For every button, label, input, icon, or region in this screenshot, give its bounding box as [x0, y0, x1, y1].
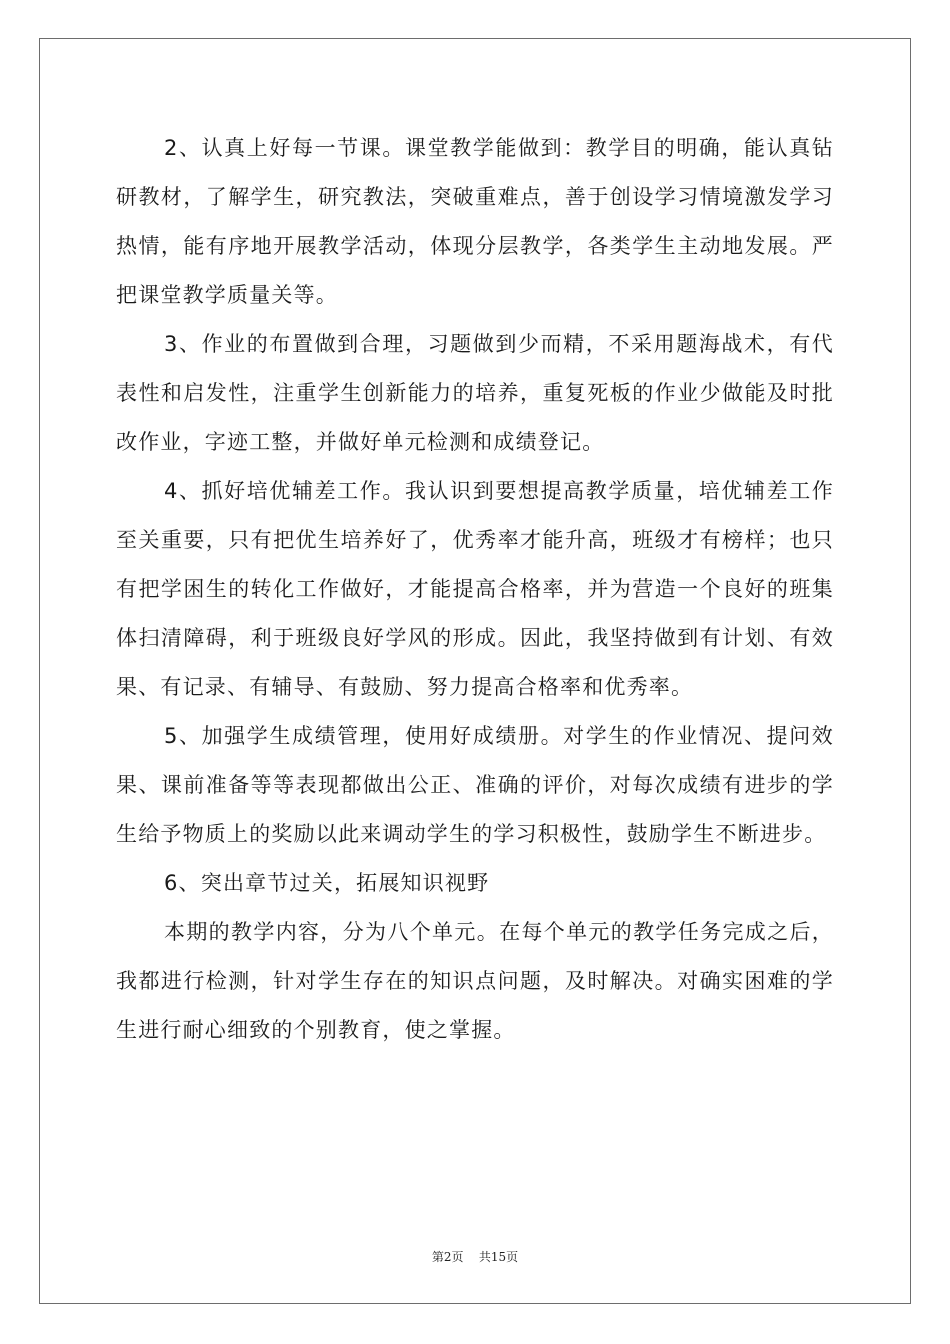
paragraph-item-5: 5、加强学生成绩管理，使用好成绩册。对学生的作业情况、提问效果、课前准备等等表现都做出公正、准确的评价，对每次成绩有进步的学生给予物质上的奖励以此来调动学生的学习积极性，鼓励学生不断进步。	[116, 724, 834, 846]
paragraph-item-6-heading: 6、突出章节过关，拓展知识视野	[164, 871, 490, 895]
paragraph-item-4: 4、抓好培优辅差工作。我认识到要想提高教学质量，培优辅差工作至关重要，只有把优生培养好了，优秀率才能升高，班级才有榜样；也只有把学困生的转化工作做好，才能提高合格率，并为营造一个良好的班集体扫清障碍，利于班级良好学风的形成。因此，我坚持做到有计划、有效果、有记录、有辅导、有鼓励、努力提高合格率和优秀率。	[116, 479, 834, 699]
total-pages: 共15页	[478, 1250, 519, 1264]
paragraph-item-2: 2、认真上好每一节课。课堂教学能做到：教学目的明确，能认真钻研教材，了解学生，研究教法，突破重难点，善于创设学习情境激发学习热情，能有序地开展教学活动，体现分层教学，各类学生主动地发展。严把课堂教学质量关等。	[116, 136, 834, 307]
document-body	[116, 124, 834, 1055]
page-number: 第2页	[431, 1250, 464, 1264]
page-footer	[0, 1248, 950, 1265]
paragraph-body: 本期的教学内容，分为八个单元。在每个单元的教学任务完成之后，我都进行检测，针对学生存在的知识点问题，及时解决。对确实困难的学生进行耐心细致的个别教育，使之掌握。	[116, 920, 834, 1042]
paragraph-item-3: 3、作业的布置做到合理，习题做到少而精，不采用题海战术，有代表性和启发性，注重学生创新能力的培养，重复死板的作业少做能及时批改作业，字迹工整，并做好单元检测和成绩登记。	[116, 332, 834, 454]
